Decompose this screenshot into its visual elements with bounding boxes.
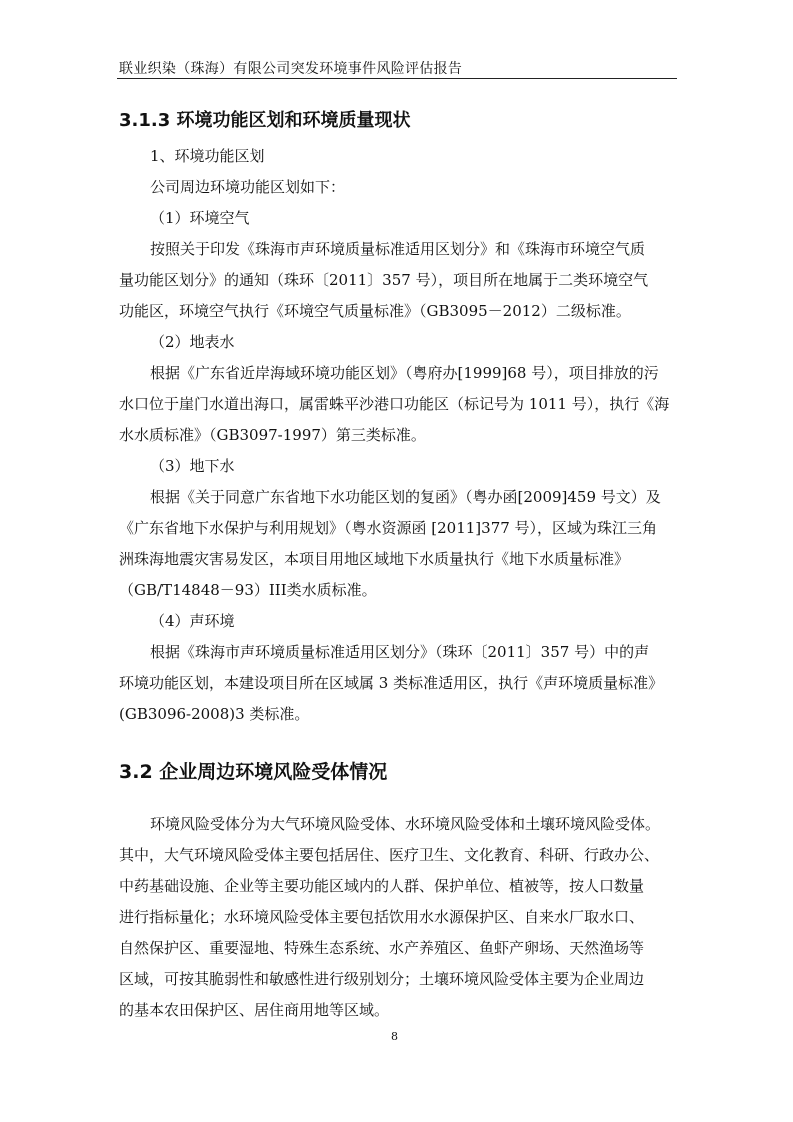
paragraph-line: （GB/T14848－93）III类水质标准。	[119, 581, 377, 599]
paragraph-line: 根据《关于同意广东省地下水功能区划的复函》（粤办函[2009]459 号文）及	[150, 488, 661, 506]
paragraph-line: (GB3096-2008)3 类标准。	[119, 705, 310, 723]
paragraph-line: 环境风险受体分为大气环境风险受体、水环境风险受体和土壤环境风险受体。	[150, 815, 661, 833]
paragraph-line: 洲珠海地震灾害易发区，本项目用地区域地下水质量执行《地下水质量标准》	[119, 550, 630, 568]
paragraph-line: 《广东省地下水保护与利用规划》（粤水资源函 [2011]377 号），区域为珠江三角	[119, 519, 658, 537]
paragraph-line: 根据《珠海市声环境质量标准适用区划分》（珠环〔2011〕357 号）中的声	[150, 643, 650, 661]
paragraph-line: 区域，可按其脆弱性和敏感性进行级别划分；土壤环境风险受体主要为企业周边	[119, 970, 645, 988]
paragraph-line: 进行指标量化；水环境风险受体主要包括饮用水水源保护区、自来水厂取水口、	[119, 908, 645, 926]
paragraph-line: 的基本农田保护区、居住商用地等区域。	[119, 1001, 390, 1019]
paragraph-line: 水水质标准》（GB3097-1997）第三类标准。	[119, 426, 426, 444]
section-heading-3-2: 3.2 企业周边环境风险受体情况	[119, 761, 388, 783]
paragraph-line: 其中，大气环境风险受体主要包括居住、医疗卫生、文化教育、科研、行政办公、	[119, 846, 660, 864]
paragraph-line: 自然保护区、重要湿地、特殊生态系统、水产养殖区、鱼虾产卵场、天然渔场等	[119, 939, 645, 957]
paragraph-line: 公司周边环境功能区划如下：	[150, 178, 346, 196]
subheading-ambient-air: （1）环境空气	[150, 209, 250, 227]
section-heading-3-1-3: 3.1.3 环境功能区划和环境质量现状	[119, 110, 411, 131]
paragraph-line: 中药基础设施、企业等主要功能区域内的人群、保护单位、植被等，按人口数量	[119, 877, 645, 895]
subheading-surface-water: （2）地表水	[150, 333, 235, 351]
paragraph-line: 根据《广东省近岸海域环境功能区划》（粤府办[1999]68 号），项目排放的污	[150, 364, 659, 382]
paragraph-line: 功能区，环境空气执行《环境空气质量标准》（GB3095－2012）二级标准。	[119, 302, 631, 320]
header-divider	[117, 78, 677, 79]
paragraph-line: 按照关于印发《珠海市声环境质量标准适用区划分》和《珠海市环境空气质	[150, 240, 646, 258]
paragraph-line: 量功能区划分》的通知（珠环〔2011〕357 号），项目所在地属于二类环境空气	[119, 271, 649, 289]
running-header: 联业织染（珠海）有限公司突发环境事件风险评估报告	[119, 61, 463, 77]
subheading-functional-zoning: 1、环境功能区划	[150, 147, 265, 165]
paragraph-line: 水口位于崖门水道出海口，属雷蛛平沙港口功能区（标记号为 1011 号），执行《海	[119, 395, 670, 413]
page-number: 8	[391, 1030, 398, 1043]
paragraph-line: 环境功能区划，本建设项目所在区域属 3 类标准适用区，执行《声环境质量标准》	[119, 674, 664, 692]
subheading-acoustic-environment: （4）声环境	[150, 612, 235, 630]
subheading-groundwater: （3）地下水	[150, 457, 235, 475]
